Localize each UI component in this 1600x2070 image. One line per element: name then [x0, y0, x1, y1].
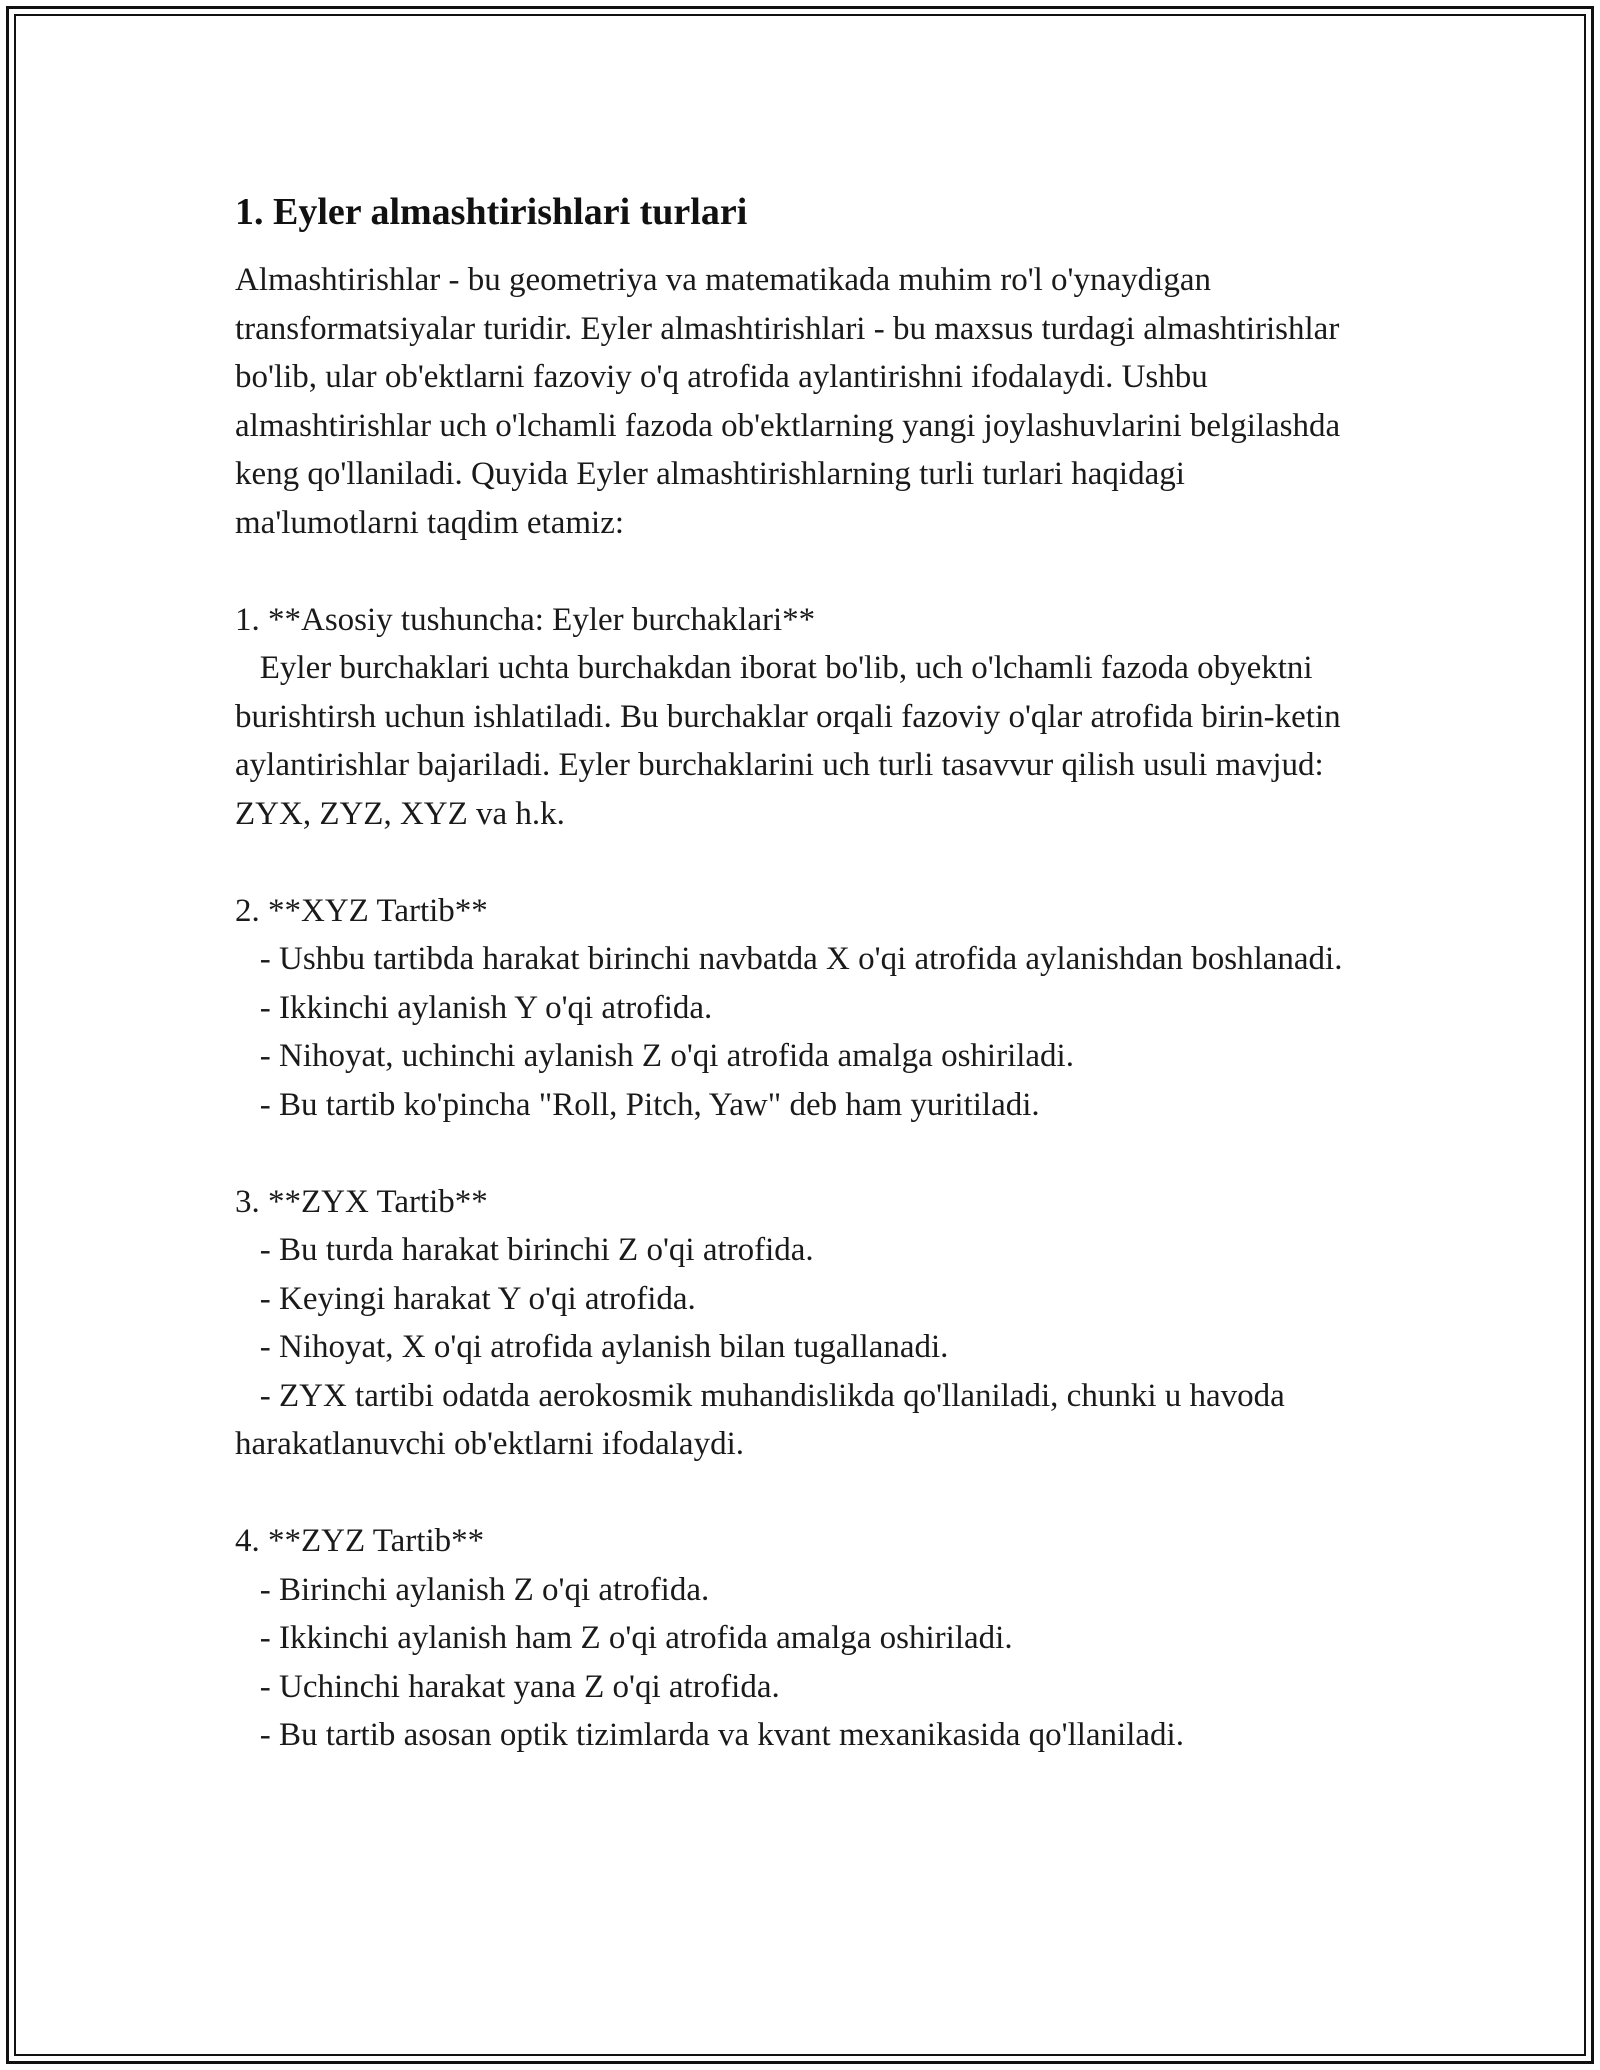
section-xyz-order: [235, 887, 1365, 1130]
document-body: [235, 188, 1365, 1760]
section-body: - Bu turda harakat birinchi Z o'qi atrofida. - Keyingi harakat Y o'qi atrofida. - Nihoyat, X o'qi atrofida aylanish bilan tugallanadi. - ZYX tartibi odatda aerokosmik muhandislikda qo'llaniladi, chunki u havoda harakatlanuvchi ob'ektlarni ifodalaydi.: [235, 1232, 1285, 1462]
section-body: - Ushbu tartibda harakat birinchi navbatda X o'qi atrofida aylanishdan boshlanadi. - Ikkinchi aylanish Y o'qi atrofida. - Nihoyat, uchinchi aylanish Z o'qi atrofida amalga oshiriladi. - Bu tartib ko'pincha "Roll, Pitch, Yaw" deb ham yuritiladi.: [259, 941, 1343, 1123]
document-heading: 1. Eyler almashtirishlari turlari: [235, 191, 748, 233]
section-body: - Birinchi aylanish Z o'qi atrofida. - Ikkinchi aylanish ham Z o'qi atrofida amalga oshiriladi. - Uchinchi harakat yana Z o'qi atrofida. - Bu tartib asosan optik tizimlarda va kvant mexanikasida qo'llaniladi.: [259, 1571, 1184, 1753]
section-title: 1. **Asosiy tushuncha: Eyler burchaklari**: [235, 601, 816, 638]
section-zyz-order: [235, 1517, 1365, 1760]
section-zyx-order: [235, 1178, 1365, 1469]
section-title: 3. **ZYX Tartib**: [235, 1183, 488, 1220]
section-body: Eyler burchaklari uchta burchakdan iborat bo'lib, uch o'lchamli fazoda obyektni burishtirsh uchun ishlatiladi. Bu burchaklar orqali fazoviy o'qlar atrofida birin-ketin aylantirishlar bajariladi. Eyler burchaklarini uch turli tasavvur qilish usuli mavjud: ZYX, ZYZ, XYZ va h.k.: [235, 650, 1349, 832]
intro-paragraph: Almashtirishlar - bu geometriya va matematikada muhim ro'l o'ynaydigan transformatsiyalar turidir. Eyler almashtirishlari - bu maxsus turdagi almashtirishlar bo'lib, ular ob'ektlarni fazoviy o'q atrofida aylantirishni ifodalaydi. Ushbu almashtirishlar uch o'lchamli fazoda ob'ektlarning yangi joylashuvlarini belgilashda keng qo'llaniladi. Quyida Eyler almashtirishlarning turli turlari haqidagi ma'lumotlarni taqdim etamiz:: [235, 262, 1349, 541]
section-title: 2. **XYZ Tartib**: [235, 892, 488, 929]
section-euler-angles: [235, 596, 1365, 839]
section-title: 4. **ZYZ Tartib**: [235, 1523, 485, 1559]
